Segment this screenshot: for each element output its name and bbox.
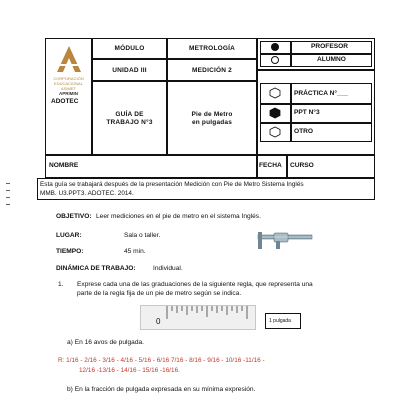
part-b: b) En la fracción de pulgada expresada en su mínima expresión.	[67, 386, 256, 393]
margin-mark	[6, 183, 10, 184]
ruler-label: 1 pulgada	[269, 318, 291, 324]
lugar-value: Sala o taller.	[124, 232, 161, 239]
practica-hexagon-icon[interactable]	[269, 87, 281, 99]
logo-text-3: ASIMET	[61, 86, 76, 91]
objetivo-label: OBJETIVO:	[56, 213, 92, 220]
logo-text-1: CORPORACIÓN	[53, 76, 84, 81]
intro-line-2: MMB. U3.PPT3. ADOTEC. 2014.	[40, 190, 134, 197]
intro-line-1: Esta guía se trabajará después de la presentación Medición con Pie de Metro Sistema Inglés	[40, 181, 304, 188]
otro-label: OTRO	[294, 128, 314, 135]
exercise-text-1: Exprese cada una de las graduaciones de la siguiente regla, que representa una	[77, 281, 313, 288]
ppt-label: PPT N°3	[294, 109, 320, 116]
margin-mark	[6, 190, 10, 191]
curso-label: CURSO	[290, 162, 314, 169]
nombre-label: NOMBRE	[49, 162, 79, 169]
type-hdivider-1	[260, 103, 372, 105]
org-name: ADOTEC	[51, 98, 79, 105]
logo-text-4: APRIMIN	[59, 91, 78, 96]
answer-line-2: 12/16 -13/16 - 14/16 - 15/16 -16/16.	[79, 367, 180, 374]
ruler-zero-label: 0	[156, 317, 161, 326]
topic-line-1: Pie de Metro	[191, 110, 233, 118]
guia-label-2: TRABAJO N°3	[106, 118, 153, 126]
alumno-radio[interactable]	[271, 56, 279, 64]
modulo-label: MÓDULO	[114, 45, 145, 52]
margin-mark	[6, 204, 10, 205]
corporation-logo	[55, 44, 83, 74]
header-table	[45, 38, 375, 178]
tiempo-label: TIEMPO:	[56, 248, 84, 255]
guia-label-1: GUÍA DE	[115, 110, 144, 118]
answer-line-1: R: 1/16 - 2/16 - 3/16 - 4/16 - 5/16 - 6/16 7/16 - 8/16 - 9/16 - 10/16 -11/16 -	[58, 357, 265, 364]
type-hdivider-2	[260, 122, 372, 124]
modulo-value: METROLOGÍA	[188, 45, 236, 52]
part-a: a) En 16 avos de pulgada.	[67, 339, 144, 346]
profesor-label: PROFESOR	[311, 43, 349, 50]
practica-label: PRÁCTICA N°___	[294, 90, 349, 97]
caliper-image	[256, 229, 314, 251]
type-divider	[290, 83, 292, 142]
dinamica-label: DINÁMICA DE TRABAJO:	[56, 265, 136, 272]
exercise-number: 1.	[58, 281, 64, 288]
exercise-text-2: parte de la regla fija de un pie de metro según se indica.	[77, 290, 242, 297]
unidad-value: MEDICIÓN 2	[192, 66, 232, 74]
tiempo-value: 45 min.	[124, 248, 146, 255]
unidad-label: UNIDAD III	[112, 66, 147, 74]
ppt-hexagon-filled-icon[interactable]	[269, 107, 281, 119]
alumno-label: ALUMNO	[317, 56, 346, 63]
otro-hexagon-icon[interactable]	[269, 126, 281, 138]
topic-line-2: en pulgadas	[191, 118, 233, 126]
margin-mark	[6, 197, 10, 198]
lugar-label: LUGAR:	[56, 232, 82, 239]
dinamica-value: Individual.	[153, 265, 183, 272]
fecha-label: FECHA	[259, 162, 282, 169]
objetivo-text: Leer mediciones en el pie de metro en el sistema Inglés.	[96, 213, 261, 220]
logo-text-2: EDUCACIONAL	[54, 81, 83, 86]
role-hdivider	[260, 53, 372, 55]
profesor-radio-filled[interactable]	[271, 43, 279, 51]
